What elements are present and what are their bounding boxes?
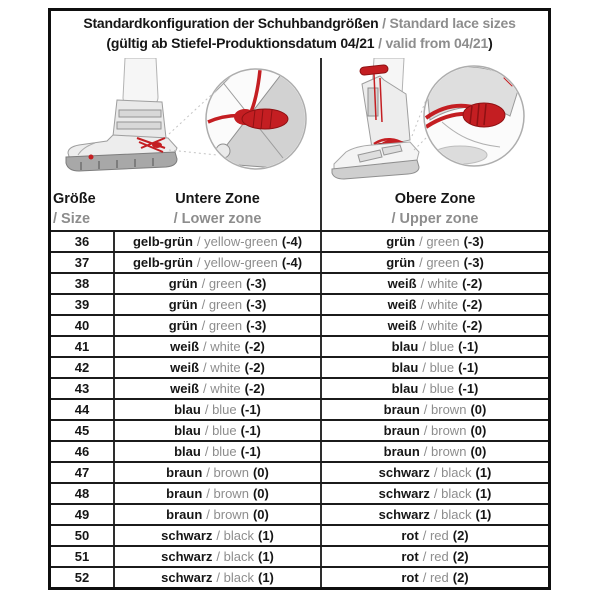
lace-size-number: (2)	[452, 528, 469, 543]
upper-zone-cell	[322, 547, 548, 566]
table-row	[51, 251, 548, 272]
toe-logo-dot	[89, 155, 94, 160]
size-cell: 38	[51, 274, 115, 293]
lace-color-de: weiß	[170, 339, 200, 354]
table-row	[51, 482, 548, 503]
lower-zone-cell	[115, 547, 322, 566]
header-lower-en: / Lower zone	[173, 211, 262, 227]
lace-color-de: rot	[401, 528, 419, 543]
lace-color-de: grün	[168, 297, 198, 312]
lace-size-number: (-4)	[281, 234, 303, 249]
lace-color-en: / yellow-green	[196, 234, 278, 249]
lace-color-en: / blue	[422, 360, 455, 375]
lace-color-de: schwarz	[378, 507, 430, 522]
lower-zone-boot-illustration	[51, 58, 320, 186]
lace-color-en: / blue	[204, 402, 237, 417]
table-row	[51, 314, 548, 335]
lace-color-en: / red	[422, 549, 449, 564]
lace-color-en: / brown	[206, 507, 249, 522]
subtitle-close-paren: )	[488, 35, 493, 51]
upper-zone-cell	[322, 568, 548, 587]
table-row	[51, 524, 548, 545]
lace-size-number: (-3)	[246, 276, 267, 291]
lower-zone-figure	[51, 58, 322, 186]
lace-color-en: / green	[419, 234, 460, 249]
lower-zone-cell	[115, 232, 322, 251]
lace-size-number: (1)	[258, 549, 274, 564]
size-cell: 47	[51, 463, 115, 482]
lace-size-number: (0)	[470, 444, 487, 459]
size-cell: 42	[51, 358, 115, 377]
table-row	[51, 293, 548, 314]
upper-zone-cell	[322, 484, 548, 503]
size-cell: 48	[51, 484, 115, 503]
subtitle-english: / valid from 04/21	[378, 35, 489, 51]
lace-size-number: (0)	[252, 465, 269, 480]
lace-color-de: weiß	[170, 381, 200, 396]
lower-zone-cell	[115, 316, 322, 335]
header-size-en: / Size	[53, 211, 91, 227]
title-german: Standardkonfiguration der Schuhbandgrößen	[83, 15, 379, 31]
upper-zone-cell	[322, 274, 548, 293]
lace-color-de: braun	[383, 402, 420, 417]
lace-color-de: weiß	[387, 318, 417, 333]
lace-color-de: grün	[168, 276, 198, 291]
table-header	[51, 186, 548, 230]
lower-zone-cell	[115, 421, 322, 440]
content-frame	[48, 8, 551, 590]
lace-size-number: (-1)	[458, 339, 479, 354]
upper-zone-boot-illustration	[322, 58, 548, 186]
lower-zone-cell	[115, 274, 322, 293]
header-size-column	[51, 186, 115, 230]
header-lower-de: Untere Zone	[175, 191, 260, 207]
lace-color-de: rot	[401, 570, 419, 585]
lace-color-de: blau	[391, 339, 419, 354]
table-row	[51, 272, 548, 293]
size-cell: 45	[51, 421, 115, 440]
lace-color-en: / blue	[422, 381, 455, 396]
lace-size-number: (-3)	[463, 234, 484, 249]
lower-zone-cell	[115, 358, 322, 377]
lace-size-number: (0)	[470, 423, 487, 438]
lace-color-en: / white	[203, 339, 241, 354]
lower-zone-cell	[115, 442, 322, 461]
lace-color-de: weiß	[387, 297, 417, 312]
lace-color-de: schwarz	[161, 549, 213, 564]
table-row	[51, 503, 548, 524]
lace-color-de: blau	[174, 402, 201, 417]
upper-zone-cell	[322, 316, 548, 335]
table-row	[51, 377, 548, 398]
upper-zone-cell	[322, 463, 548, 482]
lace-color-de: weiß	[170, 360, 200, 375]
lace-size-number: (-1)	[240, 423, 261, 438]
lace-size-number: (1)	[475, 486, 492, 501]
lace-color-en: / white	[420, 276, 459, 291]
table-row	[51, 356, 548, 377]
lower-zone-cell	[115, 295, 322, 314]
upper-zone-cell	[322, 337, 548, 356]
lace-color-en: / brown	[423, 444, 467, 459]
table-row	[51, 419, 548, 440]
lower-zone-cell	[115, 337, 322, 356]
lace-size-number: (1)	[475, 507, 492, 522]
table-row	[51, 398, 548, 419]
lace-color-en: / brown	[423, 402, 467, 417]
title-english: / Standard lace sizes	[382, 15, 516, 31]
lace-size-number: (2)	[452, 570, 469, 585]
lace-color-en: / yellow-green	[196, 255, 278, 270]
lace-color-en: / green	[201, 276, 243, 291]
lace-color-en: / black	[433, 507, 472, 522]
leg-shape	[123, 58, 158, 105]
lace-color-en: / brown	[423, 423, 467, 438]
lace-size-number: (-3)	[463, 255, 484, 270]
page-title	[51, 11, 548, 58]
lace-color-en: / blue	[204, 423, 237, 438]
lower-zone-cell	[115, 463, 322, 482]
lace-color-en: / white	[203, 381, 241, 396]
lace-color-en: / black	[216, 570, 254, 585]
header-upper-de: Obere Zone	[394, 191, 476, 207]
upper-zone-cell	[322, 253, 548, 272]
lower-zone-cell	[115, 253, 322, 272]
size-cell: 51	[51, 547, 115, 566]
lace-color-de: grün	[386, 234, 416, 249]
lace-color-de: braun	[166, 507, 203, 522]
lace-size-number: (-3)	[246, 318, 267, 333]
lace-color-en: / black	[216, 549, 254, 564]
lower-zone-cell	[115, 379, 322, 398]
lace-color-en: / red	[422, 528, 449, 543]
lace-size-number: (-3)	[246, 297, 267, 312]
lace-color-en: / black	[433, 465, 472, 480]
table-row	[51, 566, 548, 587]
lace-color-de: blau	[174, 444, 201, 459]
lace-color-de: blau	[391, 360, 419, 375]
upper-zone-figure	[322, 58, 548, 186]
size-cell: 46	[51, 442, 115, 461]
upper-zone-cell	[322, 505, 548, 524]
table-row	[51, 545, 548, 566]
table-body	[51, 230, 548, 587]
upper-zone-cell	[322, 421, 548, 440]
title-line-2	[51, 33, 548, 53]
lace-color-en: / white	[420, 318, 459, 333]
lace-size-number: (1)	[475, 465, 492, 480]
lace-color-en: / red	[422, 570, 449, 585]
size-cell: 52	[51, 568, 115, 587]
lace-size-number: (0)	[252, 486, 269, 501]
upper-zone-cell	[322, 400, 548, 419]
lace-color-en: / blue	[204, 444, 237, 459]
lower-zone-cell	[115, 484, 322, 503]
lace-color-de: gelb-grün	[132, 234, 193, 249]
lace-color-en: / white	[203, 360, 241, 375]
lace-color-en: / white	[420, 297, 459, 312]
lace-size-number: (-2)	[462, 318, 483, 333]
lace-size-number: (2)	[452, 549, 469, 564]
lace-color-de: weiß	[387, 276, 417, 291]
lace-size-number: (-2)	[244, 360, 265, 375]
lace-size-number: (-1)	[458, 360, 479, 375]
lace-size-number: (-2)	[244, 381, 265, 396]
size-cell: 36	[51, 232, 115, 251]
lace-color-de: grün	[168, 318, 198, 333]
lace-size-number: (-2)	[462, 276, 483, 291]
table-row	[51, 335, 548, 356]
header-upper-en: / Upper zone	[391, 211, 479, 227]
size-cell: 39	[51, 295, 115, 314]
upper-zone-cell	[322, 232, 548, 251]
lace-color-de: blau	[391, 381, 419, 396]
lace-size-number: (1)	[258, 570, 274, 585]
table-row	[51, 230, 548, 251]
lace-size-number: (0)	[252, 507, 269, 522]
lace-color-de: braun	[383, 423, 420, 438]
upper-zone-cell	[322, 295, 548, 314]
lace-size-number: (-4)	[281, 255, 303, 270]
table-row	[51, 440, 548, 461]
size-cell: 43	[51, 379, 115, 398]
lace-size-number: (-2)	[244, 339, 265, 354]
lace-color-en: / green	[201, 318, 243, 333]
size-cell: 44	[51, 400, 115, 419]
upper-zone-cell	[322, 379, 548, 398]
size-cell: 50	[51, 526, 115, 545]
lace-color-en: / black	[433, 486, 472, 501]
size-cell: 49	[51, 505, 115, 524]
lace-size-number: (-1)	[240, 444, 261, 459]
lace-color-de: schwarz	[161, 528, 213, 543]
header-lower-zone-column	[115, 186, 322, 230]
lace-color-de: rot	[401, 549, 419, 564]
header-upper-zone-column	[322, 186, 548, 230]
lower-zone-cell	[115, 505, 322, 524]
subtitle-german: (gültig ab Stiefel-Produktionsdatum 04/21	[106, 35, 375, 51]
lace-size-number: (-1)	[240, 402, 261, 417]
lace-color-en: / green	[201, 297, 243, 312]
lace-color-de: braun	[166, 486, 203, 501]
lace-size-number: (-2)	[462, 297, 483, 312]
figures-row	[51, 58, 548, 186]
lower-zone-cell	[115, 568, 322, 587]
upper-zone-cell	[322, 526, 548, 545]
lace-color-de: braun	[383, 444, 420, 459]
lace-size-number: (0)	[470, 402, 487, 417]
lace-size-number: (-1)	[458, 381, 479, 396]
lace-color-en: / brown	[206, 465, 249, 480]
upper-zone-cell	[322, 358, 548, 377]
lace-size-number: (1)	[258, 528, 274, 543]
lace-color-en: / black	[216, 528, 254, 543]
lace-color-de: gelb-grün	[132, 255, 193, 270]
lower-zone-cell	[115, 526, 322, 545]
boot-shaft	[113, 100, 166, 138]
lace-color-de: braun	[166, 465, 203, 480]
lace-color-de: schwarz	[161, 570, 213, 585]
lace-color-en: / brown	[206, 486, 249, 501]
table-row	[51, 461, 548, 482]
header-size-de: Größe	[53, 191, 96, 207]
size-cell: 37	[51, 253, 115, 272]
lace-color-de: schwarz	[378, 486, 430, 501]
lace-color-de: grün	[386, 255, 416, 270]
upper-zone-cell	[322, 442, 548, 461]
lace-color-de: blau	[174, 423, 201, 438]
size-cell: 41	[51, 337, 115, 356]
lace-color-en: / green	[419, 255, 460, 270]
title-line-1	[51, 13, 548, 33]
lace-color-en: / blue	[422, 339, 455, 354]
lower-zone-cell	[115, 400, 322, 419]
lace-color-de: schwarz	[378, 465, 430, 480]
size-cell: 40	[51, 316, 115, 335]
